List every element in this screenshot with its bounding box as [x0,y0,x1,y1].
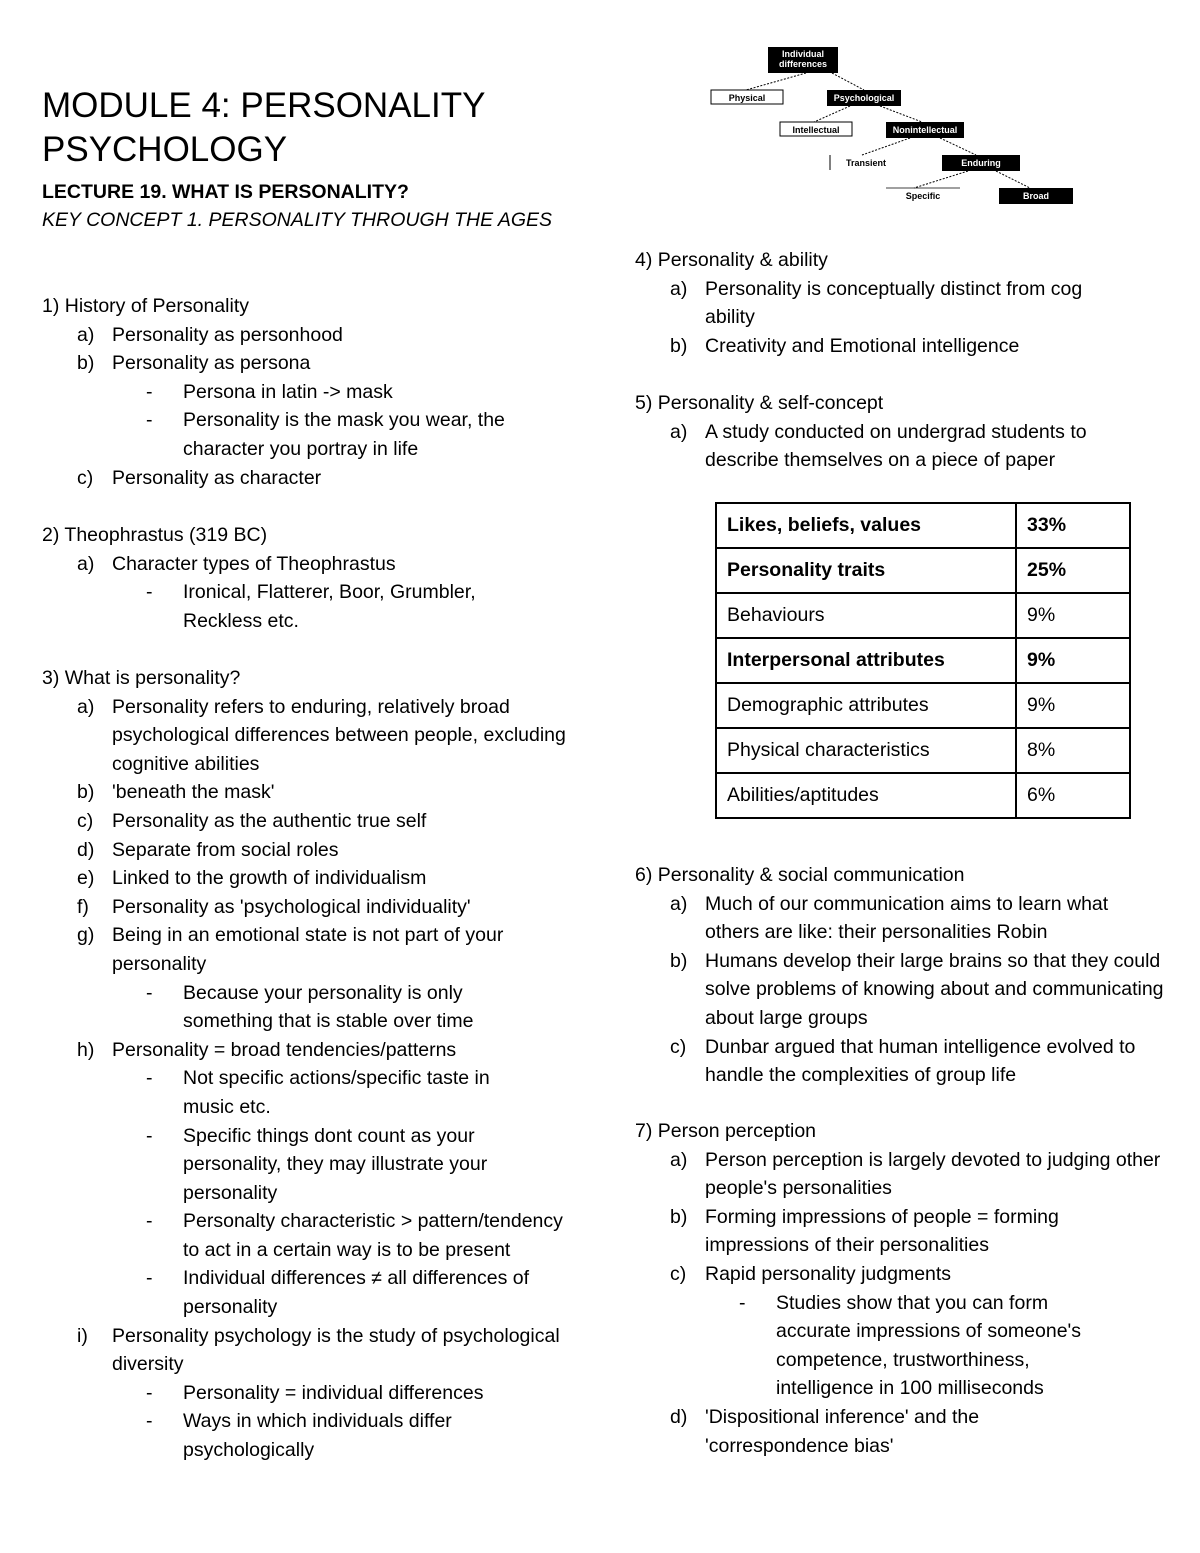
list-item: f) Personality as 'psychological individuality' [77,895,471,918]
list-item: b) Personality as persona [77,352,311,375]
section-heading: 3) What is personality? [42,667,241,689]
list-subitem: - Ways in which individuals differ psychologically [146,1410,452,1462]
self-concept-table [715,502,1131,819]
list-item: a) Person perception is largely devoted to judging other people's personalities [670,1148,1161,1200]
table-row: Behaviours 9% [716,593,1130,638]
node-specific-label: Specific [905,191,941,201]
node-broad-label: Broad [1022,191,1050,201]
lecture-heading: LECTURE 19. WHAT IS PERSONALITY? [42,181,409,203]
list-subitem: - Specific things dont count as your personality, they may illustrate your personality [146,1124,488,1204]
list-item: a) Much of our communication aims to learn what others are like: their personalities Robin [670,892,1109,944]
table-row: Personality traits 25% [716,548,1130,593]
list-item: c) Personality as character [77,466,322,489]
table-row: Interpersonal attributes 9% [716,638,1130,683]
list-item: d) 'Dispositional inference' and the 'correspondence bias' [670,1405,980,1457]
list-item: c) Dunbar argued that human intelligence evolved to handle the complexities of group life [670,1035,1136,1087]
section-3 [42,664,567,1465]
section-heading: 7) Person perception [635,1120,817,1142]
section-heading: 6) Personality & social communication [635,864,965,886]
node-enduring-label: Enduring [961,158,1001,168]
node-nonintellectual-label: Nonintellectual [892,125,958,135]
list-subitem: - Personality = individual differences [146,1381,484,1404]
list-subitem: - Studies show that you can form accurate impressions of someone's competence, trustworthiness, intelligence in 100 milliseconds [739,1291,1082,1400]
section-heading: 4) Personality & ability [635,249,828,271]
list-item: g) Being in an emotional state is not part of your personality [77,924,504,975]
section-heading: 5) Personality & self-concept [635,392,884,414]
node-physical-label: Physical [728,93,766,103]
list-item: b) Creativity and Emotional intelligence [670,334,1020,357]
list-item: a) Personality as personhood [77,323,343,346]
list-subitem: - Not specific actions/specific taste in music etc. [146,1067,490,1118]
list-item: h) Personality = broad tendencies/patterns [77,1038,457,1061]
node-transient-label: Transient [845,158,887,168]
list-subitem: - Personalty characteristic > pattern/tendency to act in a certain way is to be present [146,1210,563,1261]
node-intellectual-label: Intellectual [792,125,840,135]
list-item: c) Personality as the authentic true self [77,809,427,832]
section-heading: 1) History of Personality [42,295,249,317]
list-item: d) Separate from social roles [77,838,339,861]
table-row: Likes, beliefs, values 33% [716,503,1130,548]
list-subitem: - Individual differences ≠ all differences of personality [146,1267,530,1319]
node-psychological-label: Psychological [833,93,895,103]
list-item: a) A study conducted on undergrad students to describe themselves on a piece of paper [670,420,1087,472]
list-item: b) Forming impressions of people = forming impressions of their personalities [670,1205,1059,1257]
list-item: e) Linked to the growth of individualism [77,867,427,890]
section-6 [635,861,1165,1090]
table-row: Abilities/aptitudes 6% [716,773,1130,818]
list-item: a) Personality refers to enduring, relatively broad psychological differences between people, excluding cognitive abilities [77,695,566,775]
section-7 [635,1117,1165,1460]
list-item: b) Humans develop their large brains so that they could solve problems of knowing about and communicating about large groups [670,949,1164,1029]
section-4 [635,246,1135,360]
list-subitem: - Personality is the mask you wear, the character you portray in life [146,409,505,460]
table-row: Physical characteristics 8% [716,728,1130,773]
individual-differences-tree-diagram [700,40,1090,210]
section-heading: 2) Theophrastus (319 BC) [42,524,268,546]
list-item: b) 'beneath the mask' [77,781,275,804]
list-subitem: - Persona in latin -> mask [146,380,393,403]
section-2 [42,521,582,635]
list-subitem: - Ironical, Flatterer, Boor, Grumbler, Reckless etc. [146,581,476,632]
list-item: i) Personality psychology is the study of psychological diversity [77,1324,560,1376]
page-title: MODULE 4: PERSONALITY PSYCHOLOGY [42,86,485,169]
section-5 [635,389,1135,475]
key-concept-heading: KEY CONCEPT 1. PERSONALITY THROUGH THE AGES [42,209,552,231]
list-item: a) Character types of Theophrastus [77,552,396,575]
list-subitem: - Because your personality is only something that is stable over time [146,981,474,1033]
list-item: c) Rapid personality judgments [670,1262,952,1285]
list-item: a) Personality is conceptually distinct from cog ability [670,277,1083,329]
node-root-label: Individual differences [778,49,828,69]
table-row: Demographic attributes 9% [716,683,1130,728]
section-1 [42,292,582,492]
